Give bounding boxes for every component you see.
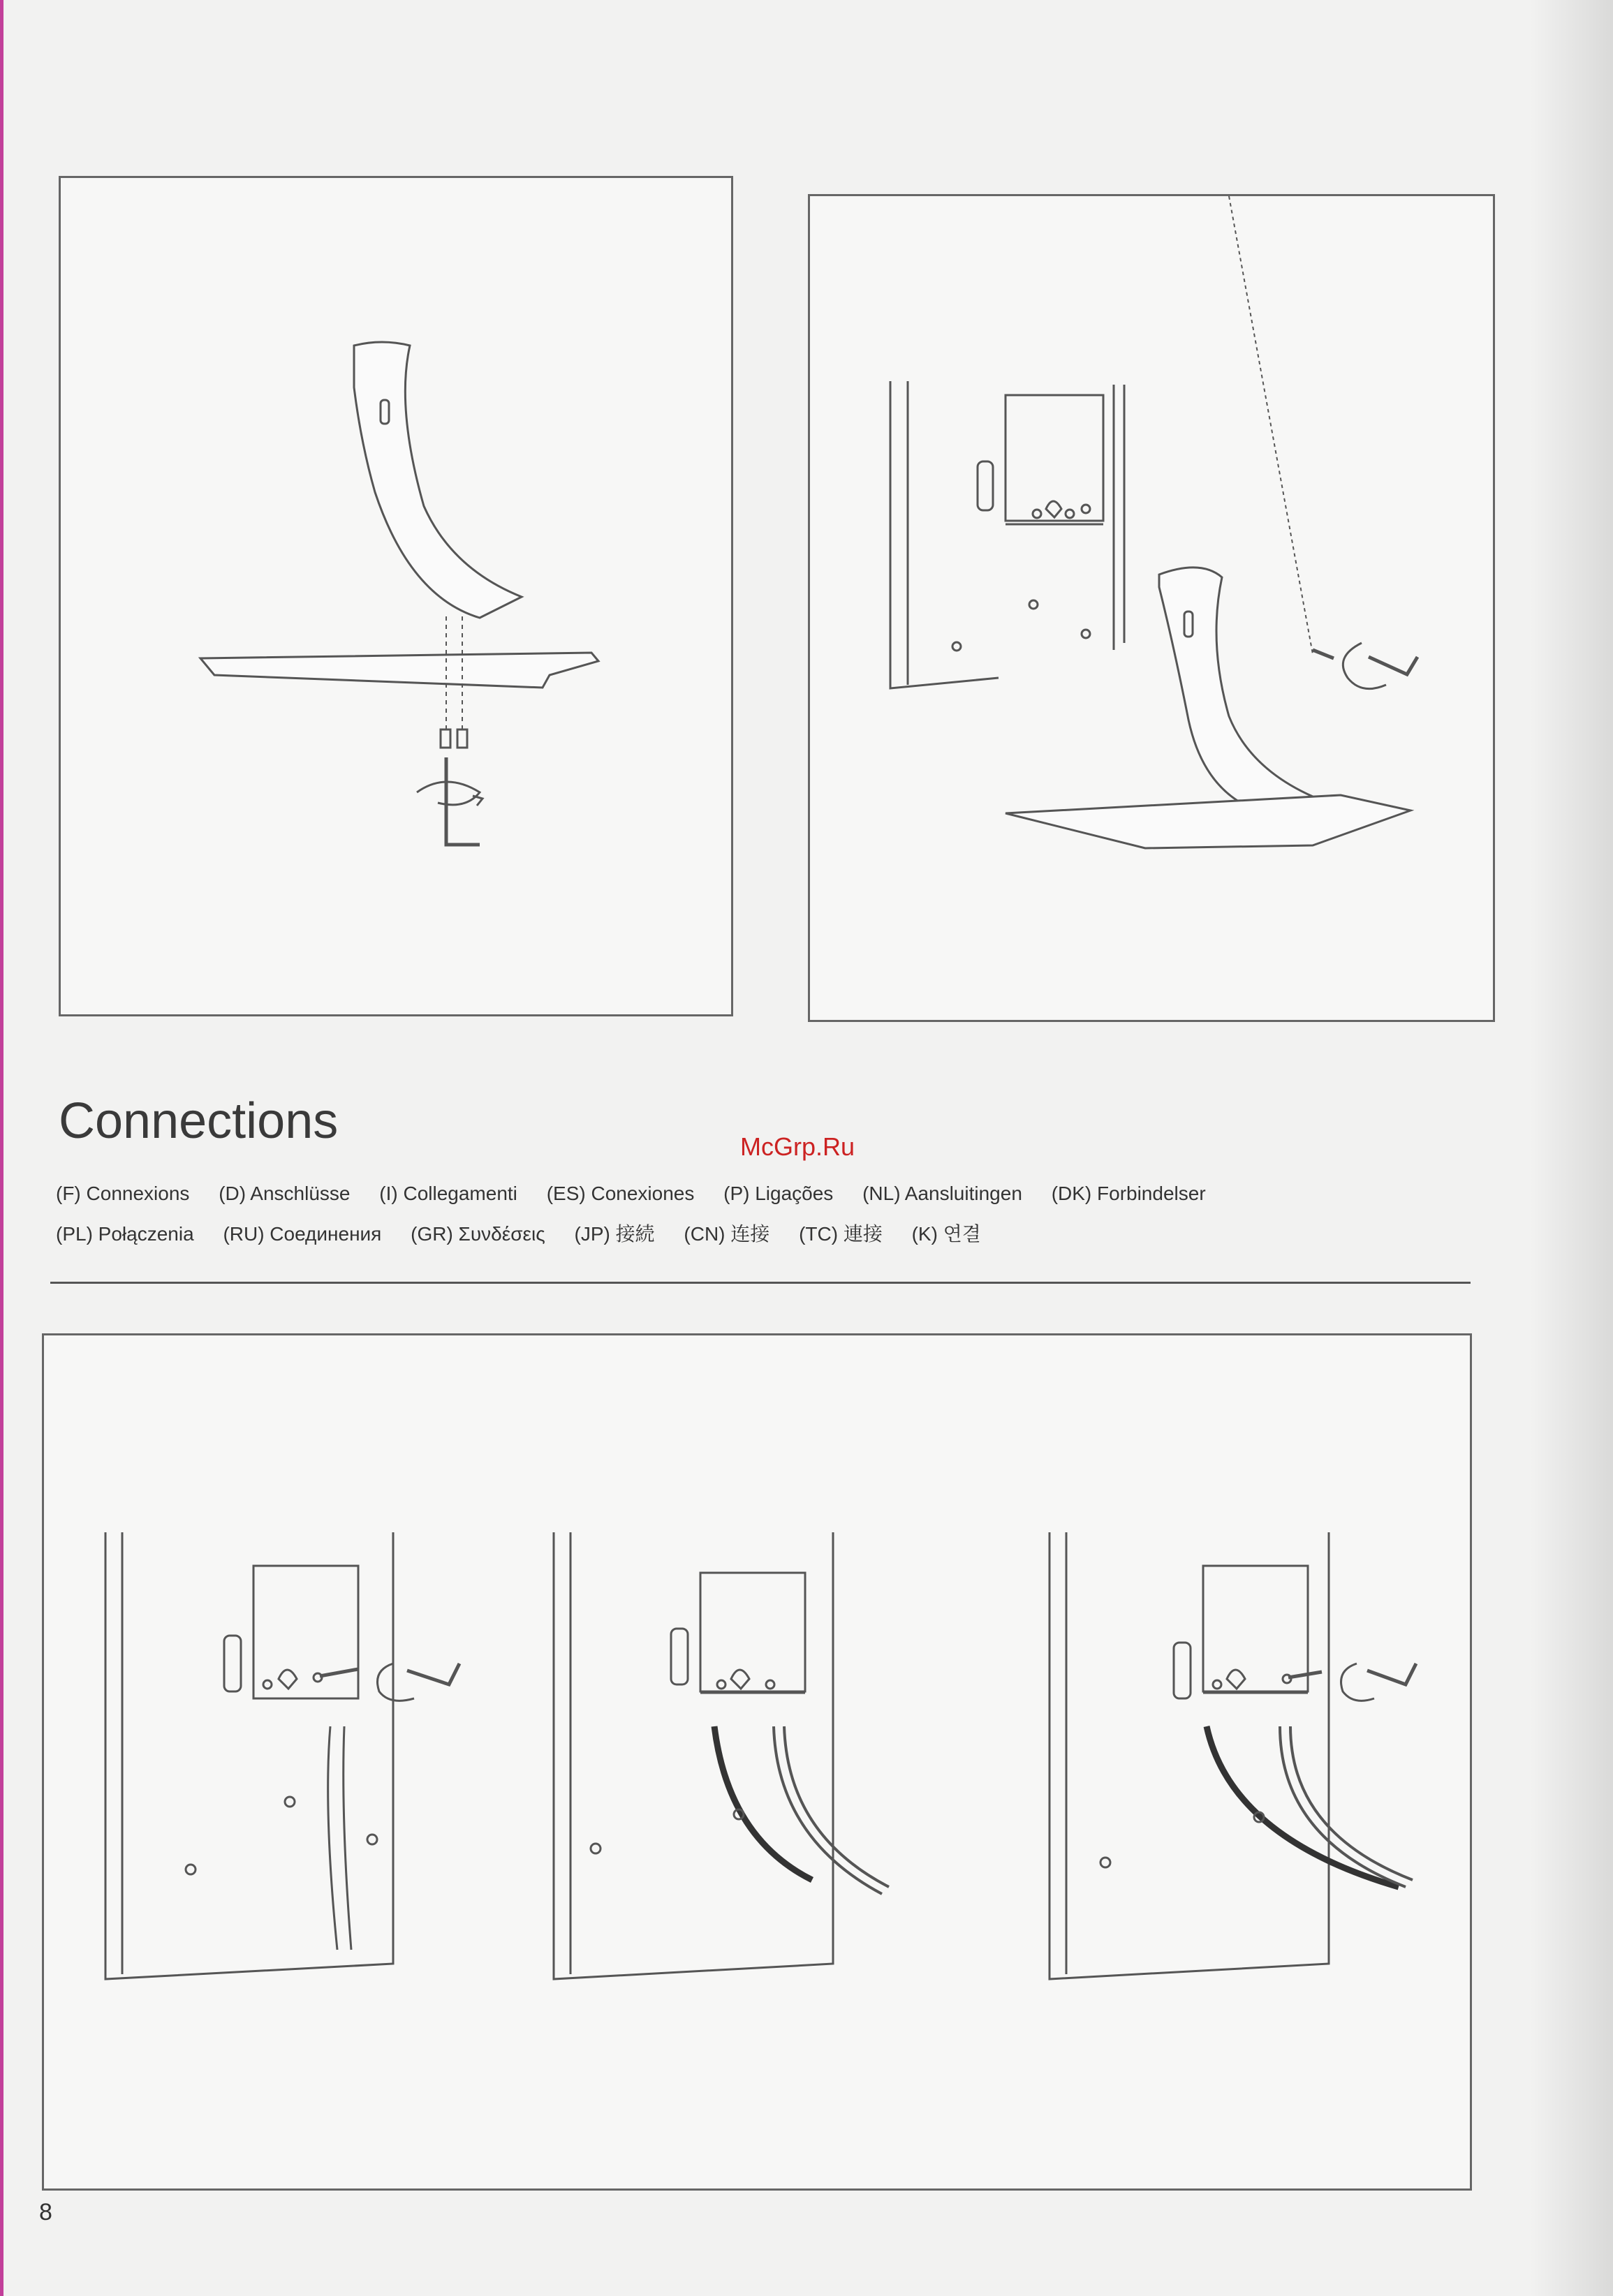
language-label: (P) Ligações	[723, 1183, 834, 1204]
language-label: (CN) 连接	[684, 1223, 770, 1245]
page-number: 8	[39, 2199, 52, 2225]
language-label: (D) Anschlüsse	[219, 1183, 351, 1204]
language-label: (JP) 接続	[574, 1223, 655, 1245]
stand-mount-drawing	[810, 196, 1493, 1020]
language-label: (PL) Połączenia	[56, 1223, 194, 1245]
connections-illustration	[42, 1333, 1472, 2191]
language-label: (GR) Συνδέσεις	[411, 1223, 545, 1245]
language-label: (DK) Forbindelser	[1051, 1183, 1206, 1204]
language-label: (I) Collegamenti	[379, 1183, 517, 1204]
connection-step-2	[554, 1532, 889, 1979]
connection-step-1	[105, 1532, 459, 1979]
language-label: (RU) Соединения	[223, 1223, 382, 1245]
language-label: (NL) Aansluitingen	[862, 1183, 1022, 1204]
section-divider	[50, 1282, 1471, 1284]
watermark: McGrp.Ru	[740, 1132, 855, 1161]
language-label: (K) 연결	[911, 1223, 981, 1245]
connections-drawing	[44, 1335, 1470, 2188]
language-list-line-1	[56, 1183, 1452, 1205]
connection-step-3	[1049, 1532, 1416, 1979]
language-label: (ES) Conexiones	[546, 1183, 695, 1204]
language-label: (F) Connexions	[56, 1183, 190, 1204]
page-edge-strip	[0, 0, 3, 2296]
language-label: (TC) 連接	[799, 1223, 883, 1245]
stand-assembly-illustration	[59, 176, 733, 1016]
page-shadow	[1529, 0, 1613, 2296]
stand-mount-illustration	[808, 194, 1495, 1022]
section-title: Connections	[59, 1093, 339, 1149]
stand-assembly-drawing	[61, 178, 731, 1014]
language-list-line-2	[56, 1219, 1452, 1247]
